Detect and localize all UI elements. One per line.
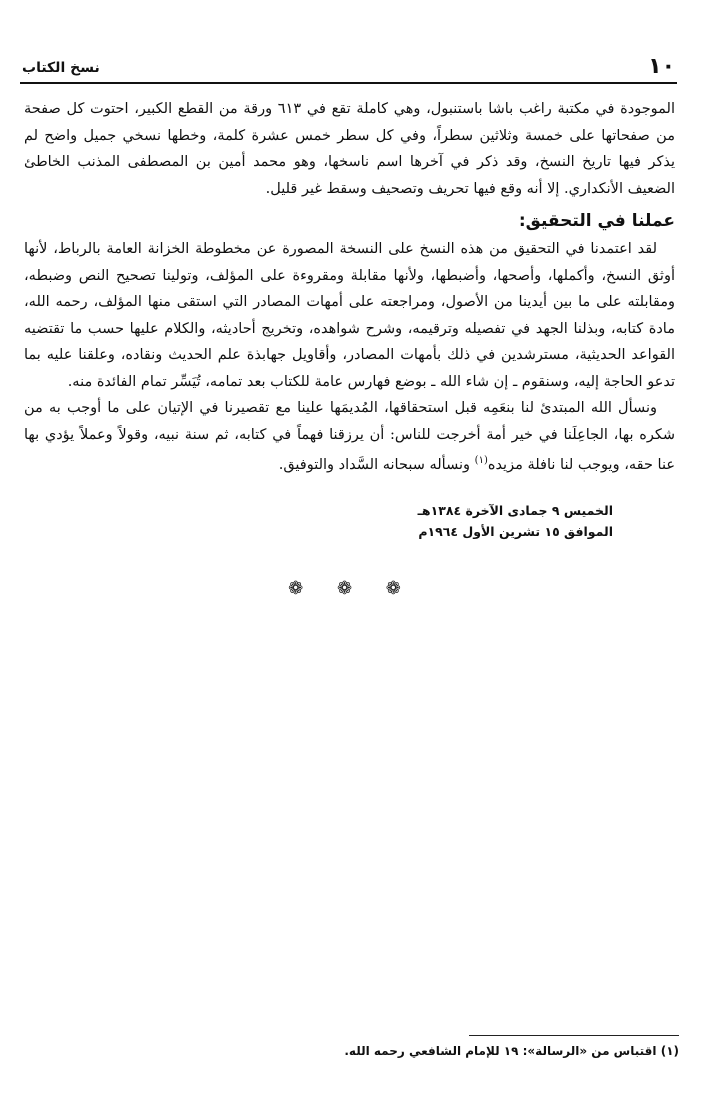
intro-paragraph: الموجودة في مكتبة راغب باشا باستنبول، وهي كاملة تقع في ٦١٣ ورقة من القطع الكبير، احتوت كل صفحة من صفحاتها على خمسة وثلاثين سطراً، وفي كل سطر خمس عشرة كلمة، وخطها نسخي جميل واضح لم يذكر فيها تاريخ النسخ، وقد ذكر في آخرها اسم ناسخها، وهو محمد أمين بن المصطفى المذنب الخاطئ الضعيف الأنكداري. إلا أنه وقع فيها تحريف وتصحيف وسقط غير قليل. xyxy=(24,101,676,197)
footnote xyxy=(24,1044,679,1058)
footnote-reference[interactable]: (١) xyxy=(474,455,488,466)
footnote-text: اقتباس من «الرسالة»: ١٩ للإمام الشافعي رحمه الله. xyxy=(344,1044,657,1058)
closing-text-a: ونسأل الله المبتدئ لنا بنعَمِه قبل استحقاقها، المُديمَها علينا مع تقصيرنا في الإتيان على ما أوجب به من شكره بها، الجاعِلَنا في خير أمة أخرجت للناس: أن يرزقنا فهماً في كتابه، ثم سنة نبيه، وقولاً وعملاً يؤدي بها عنا حقه، ويوجب لنا نافلة مزيده xyxy=(24,400,675,473)
section-heading: عملنا في التحقيق: xyxy=(518,211,675,231)
footnote-number: (١) xyxy=(660,1044,679,1058)
footnote-divider xyxy=(469,1035,679,1036)
date-block xyxy=(418,500,613,542)
date-hijri: الخميس ٩ جمادى الآخرة ١٣٨٤هـ xyxy=(417,503,613,518)
work-paragraph: لقد اعتمدنا في التحقيق من هذه النسخ على النسخة المصورة عن مخطوطة الخزانة العامة بالرباط، لأنها أوثق النسخ، وأكملها، وأصحها، وأضبطها، ولأنها مقابلة ومقروءة على المؤلف، وتولينا تصحيح النص وضبطه، ومقابلته على ما بين أيدينا من الأصول، ومراجعته على أمهات المصادر التي استقى منها المؤلف، رحمه الله، مادة كتابه، وبذلنا الجهد في تفصيله وترقيمه، وشرح شواهده، وتخريج أحاديثه، والكلام عليها حسب ما تقتضيه القواعد الحديثية، مسترشدين في ذلك بأمهات المصادر، وأقاويل جهابذة علم الحديث ونقاده، وعلقنا عليه بما تدعو الحاجة إليه، وسنقوم ـ إن شاء الله ـ بوضع فهارس عامة للكتاب بعد تمامه، تُيَسِّر تمام الفائدة منه. xyxy=(24,241,675,390)
main-text xyxy=(24,96,675,478)
running-title: نسخ الكتاب xyxy=(22,60,100,76)
closing-text-b: ونسأله سبحانه السَّداد والتوفيق. xyxy=(278,456,475,473)
closing-paragraph xyxy=(24,395,675,478)
page-number: ١٠ xyxy=(648,54,675,79)
section-ornament-icon: ❁ ❁ ❁ xyxy=(288,578,415,599)
page-header xyxy=(20,56,677,84)
date-gregorian: الموافق ١٥ تشرين الأول ١٩٦٤م xyxy=(418,524,613,539)
